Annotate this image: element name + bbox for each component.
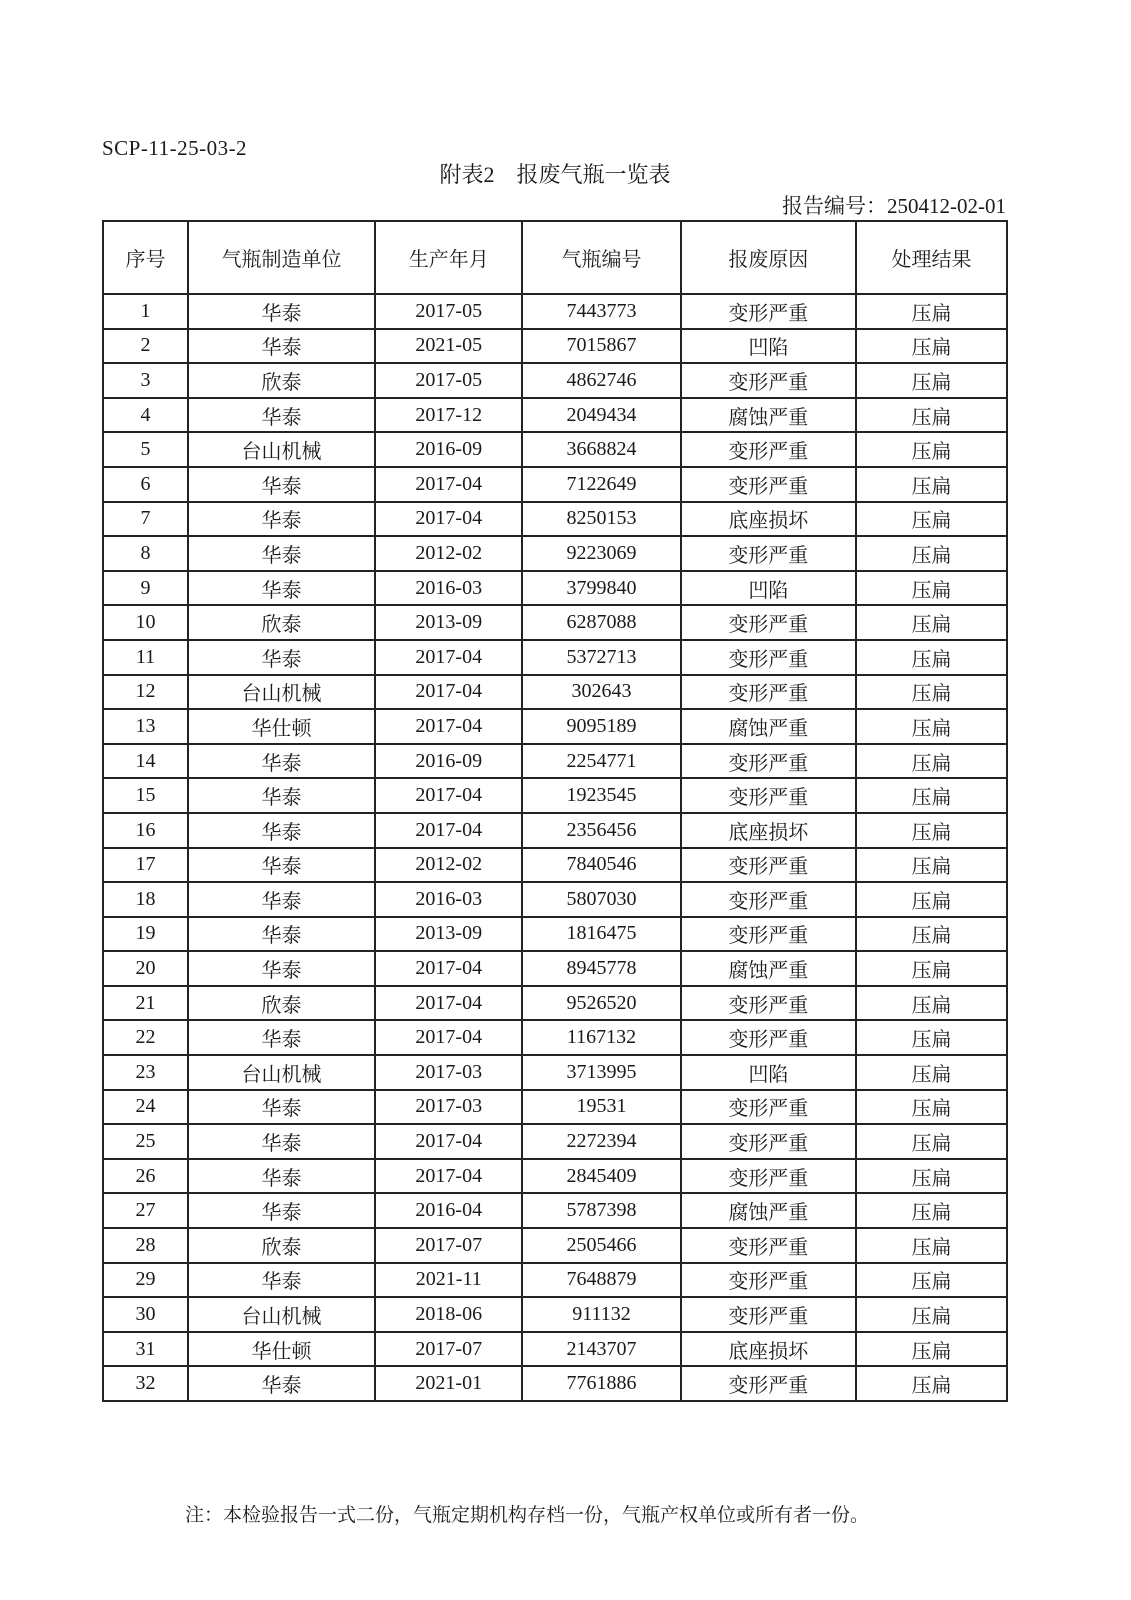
cell-serial-number: 5	[103, 432, 188, 467]
table-row	[103, 848, 1007, 883]
cell-disposal-result: 压扁	[856, 363, 1007, 398]
table-row	[103, 605, 1007, 640]
cell-production-date: 2017-04	[375, 640, 522, 675]
cell-cylinder-number: 19531	[522, 1090, 680, 1125]
cell-production-date: 2017-04	[375, 986, 522, 1021]
table-row	[103, 1159, 1007, 1194]
cell-serial-number: 4	[103, 398, 188, 433]
cell-disposal-result: 压扁	[856, 1193, 1007, 1228]
cell-scrap-reason: 变形严重	[681, 848, 856, 883]
cell-cylinder-number: 7015867	[522, 329, 680, 364]
cell-disposal-result: 压扁	[856, 951, 1007, 986]
cell-manufacturer: 华泰	[188, 467, 375, 502]
cell-production-date: 2017-07	[375, 1332, 522, 1367]
cell-scrap-reason: 底座损坏	[681, 1332, 856, 1367]
cell-serial-number: 29	[103, 1263, 188, 1298]
cell-disposal-result: 压扁	[856, 1020, 1007, 1055]
scrapped-cylinders-table	[102, 220, 1008, 1402]
cell-serial-number: 30	[103, 1297, 188, 1332]
page-title: 附表2 报废气瓶一览表	[439, 162, 671, 187]
cell-serial-number: 7	[103, 502, 188, 537]
cell-cylinder-number: 2272394	[522, 1124, 680, 1159]
header-scrap-reason: 报废原因	[681, 221, 856, 294]
cell-serial-number: 10	[103, 605, 188, 640]
cell-production-date: 2017-04	[375, 709, 522, 744]
table-row	[103, 294, 1007, 329]
cell-cylinder-number: 9223069	[522, 536, 680, 571]
table-row	[103, 398, 1007, 433]
table-header-row	[103, 221, 1007, 294]
cell-manufacturer: 华泰	[188, 571, 375, 606]
table-row	[103, 536, 1007, 571]
cell-disposal-result: 压扁	[856, 536, 1007, 571]
table-row	[103, 1020, 1007, 1055]
cell-scrap-reason: 变形严重	[681, 778, 856, 813]
cell-serial-number: 1	[103, 294, 188, 329]
table-row	[103, 1366, 1007, 1401]
cell-cylinder-number: 3799840	[522, 571, 680, 606]
cell-scrap-reason: 腐蚀严重	[681, 709, 856, 744]
cell-production-date: 2013-09	[375, 605, 522, 640]
cell-cylinder-number: 1167132	[522, 1020, 680, 1055]
cell-scrap-reason: 变形严重	[681, 640, 856, 675]
cell-cylinder-number: 9095189	[522, 709, 680, 744]
cell-manufacturer: 华仕顿	[188, 1332, 375, 1367]
cell-cylinder-number: 8945778	[522, 951, 680, 986]
table-row	[103, 1124, 1007, 1159]
cell-cylinder-number: 5372713	[522, 640, 680, 675]
cell-serial-number: 23	[103, 1055, 188, 1090]
cell-production-date: 2017-03	[375, 1055, 522, 1090]
cell-disposal-result: 压扁	[856, 571, 1007, 606]
cell-disposal-result: 压扁	[856, 917, 1007, 952]
cell-disposal-result: 压扁	[856, 502, 1007, 537]
cell-serial-number: 21	[103, 986, 188, 1021]
cell-cylinder-number: 3713995	[522, 1055, 680, 1090]
cell-manufacturer: 华泰	[188, 951, 375, 986]
cell-disposal-result: 压扁	[856, 848, 1007, 883]
cell-scrap-reason: 腐蚀严重	[681, 1193, 856, 1228]
cell-disposal-result: 压扁	[856, 1297, 1007, 1332]
cell-serial-number: 3	[103, 363, 188, 398]
cell-production-date: 2013-09	[375, 917, 522, 952]
cell-production-date: 2017-04	[375, 1124, 522, 1159]
cell-cylinder-number: 302643	[522, 675, 680, 710]
header-production-date: 生产年月	[375, 221, 522, 294]
cell-production-date: 2016-04	[375, 1193, 522, 1228]
cell-cylinder-number: 911132	[522, 1297, 680, 1332]
cell-scrap-reason: 变形严重	[681, 986, 856, 1021]
doc-code: SCP-11-25-03-2	[102, 136, 248, 160]
cell-cylinder-number: 7761886	[522, 1366, 680, 1401]
cell-cylinder-number: 5807030	[522, 882, 680, 917]
cell-cylinder-number: 6287088	[522, 605, 680, 640]
cell-scrap-reason: 凹陷	[681, 1055, 856, 1090]
cell-serial-number: 14	[103, 744, 188, 779]
cell-scrap-reason: 腐蚀严重	[681, 398, 856, 433]
table-row	[103, 571, 1007, 606]
cell-scrap-reason: 变形严重	[681, 1090, 856, 1125]
cell-production-date: 2012-02	[375, 536, 522, 571]
cell-scrap-reason: 变形严重	[681, 882, 856, 917]
cell-serial-number: 24	[103, 1090, 188, 1125]
cell-cylinder-number: 7648879	[522, 1263, 680, 1298]
cell-cylinder-number: 2143707	[522, 1332, 680, 1367]
cell-serial-number: 20	[103, 951, 188, 986]
table-row	[103, 1055, 1007, 1090]
cell-manufacturer: 华泰	[188, 329, 375, 364]
cell-manufacturer: 华泰	[188, 294, 375, 329]
cell-manufacturer: 欣泰	[188, 605, 375, 640]
cell-production-date: 2021-11	[375, 1263, 522, 1298]
table-row	[103, 1193, 1007, 1228]
cell-production-date: 2021-05	[375, 329, 522, 364]
cell-manufacturer: 华泰	[188, 778, 375, 813]
cell-manufacturer: 华泰	[188, 640, 375, 675]
cell-disposal-result: 压扁	[856, 1228, 1007, 1263]
table-row	[103, 467, 1007, 502]
cell-disposal-result: 压扁	[856, 813, 1007, 848]
table-row	[103, 778, 1007, 813]
cell-cylinder-number: 1923545	[522, 778, 680, 813]
cell-disposal-result: 压扁	[856, 1055, 1007, 1090]
header-manufacturer: 气瓶制造单位	[188, 221, 375, 294]
report-number-value: 250412-02-01	[887, 194, 1006, 218]
cell-manufacturer: 台山机械	[188, 432, 375, 467]
cell-disposal-result: 压扁	[856, 467, 1007, 502]
cell-production-date: 2017-04	[375, 778, 522, 813]
cell-cylinder-number: 8250153	[522, 502, 680, 537]
cell-cylinder-number: 5787398	[522, 1193, 680, 1228]
table-body	[103, 294, 1007, 1401]
table-row	[103, 744, 1007, 779]
cell-production-date: 2017-04	[375, 951, 522, 986]
cell-manufacturer: 华泰	[188, 1020, 375, 1055]
cell-scrap-reason: 变形严重	[681, 917, 856, 952]
cell-disposal-result: 压扁	[856, 744, 1007, 779]
report-number-label: 报告编号：	[782, 194, 887, 218]
cell-scrap-reason: 变形严重	[681, 432, 856, 467]
cell-production-date: 2017-04	[375, 675, 522, 710]
cell-cylinder-number: 2845409	[522, 1159, 680, 1194]
cell-manufacturer: 华泰	[188, 917, 375, 952]
cell-serial-number: 15	[103, 778, 188, 813]
cell-manufacturer: 华泰	[188, 1159, 375, 1194]
cell-scrap-reason: 底座损坏	[681, 502, 856, 537]
report-number-line	[102, 194, 1008, 218]
cell-cylinder-number: 2505466	[522, 1228, 680, 1263]
cell-scrap-reason: 变形严重	[681, 605, 856, 640]
cell-manufacturer: 台山机械	[188, 1297, 375, 1332]
cell-serial-number: 22	[103, 1020, 188, 1055]
cell-cylinder-number: 2049434	[522, 398, 680, 433]
cell-serial-number: 25	[103, 1124, 188, 1159]
cell-production-date: 2016-09	[375, 744, 522, 779]
footer-note: 注：本检验报告一式二份，气瓶定期机构存档一份，气瓶产权单位或所有者一份。	[185, 1505, 870, 1526]
cell-cylinder-number: 7443773	[522, 294, 680, 329]
document-content	[102, 0, 1008, 1528]
table-row	[103, 363, 1007, 398]
table-row	[103, 675, 1007, 710]
cell-disposal-result: 压扁	[856, 1332, 1007, 1367]
cell-manufacturer: 华泰	[188, 536, 375, 571]
cell-scrap-reason: 变形严重	[681, 294, 856, 329]
cell-disposal-result: 压扁	[856, 675, 1007, 710]
cell-scrap-reason: 变形严重	[681, 1263, 856, 1298]
cell-disposal-result: 压扁	[856, 778, 1007, 813]
table-row	[103, 1297, 1007, 1332]
cell-scrap-reason: 变形严重	[681, 1124, 856, 1159]
cell-cylinder-number: 4862746	[522, 363, 680, 398]
cell-disposal-result: 压扁	[856, 1090, 1007, 1125]
cell-production-date: 2017-04	[375, 1020, 522, 1055]
cell-disposal-result: 压扁	[856, 1366, 1007, 1401]
cell-scrap-reason: 变形严重	[681, 1020, 856, 1055]
header-serial-number: 序号	[103, 221, 188, 294]
cell-disposal-result: 压扁	[856, 640, 1007, 675]
table-row	[103, 1263, 1007, 1298]
cell-manufacturer: 华泰	[188, 398, 375, 433]
cell-manufacturer: 华泰	[188, 813, 375, 848]
cell-production-date: 2017-05	[375, 294, 522, 329]
cell-serial-number: 26	[103, 1159, 188, 1194]
table-row	[103, 951, 1007, 986]
cell-cylinder-number: 7840546	[522, 848, 680, 883]
cell-disposal-result: 压扁	[856, 398, 1007, 433]
cell-manufacturer: 华泰	[188, 1366, 375, 1401]
cell-cylinder-number: 9526520	[522, 986, 680, 1021]
cell-serial-number: 2	[103, 329, 188, 364]
cell-manufacturer: 华泰	[188, 1090, 375, 1125]
cell-scrap-reason: 凹陷	[681, 571, 856, 606]
cell-cylinder-number: 2254771	[522, 744, 680, 779]
cell-manufacturer: 华泰	[188, 1124, 375, 1159]
cell-production-date: 2021-01	[375, 1366, 522, 1401]
cell-serial-number: 28	[103, 1228, 188, 1263]
cell-disposal-result: 压扁	[856, 432, 1007, 467]
header-disposal-result: 处理结果	[856, 221, 1007, 294]
cell-production-date: 2017-04	[375, 813, 522, 848]
cell-disposal-result: 压扁	[856, 605, 1007, 640]
cell-disposal-result: 压扁	[856, 709, 1007, 744]
cell-disposal-result: 压扁	[856, 882, 1007, 917]
cell-manufacturer: 欣泰	[188, 1228, 375, 1263]
table-row	[103, 640, 1007, 675]
cell-manufacturer: 华泰	[188, 1263, 375, 1298]
cell-production-date: 2017-05	[375, 363, 522, 398]
cell-serial-number: 17	[103, 848, 188, 883]
table-row	[103, 502, 1007, 537]
cell-manufacturer: 欣泰	[188, 363, 375, 398]
cell-serial-number: 31	[103, 1332, 188, 1367]
cell-production-date: 2018-06	[375, 1297, 522, 1332]
cell-manufacturer: 华泰	[188, 744, 375, 779]
table-row	[103, 1332, 1007, 1367]
cell-disposal-result: 压扁	[856, 329, 1007, 364]
cell-serial-number: 27	[103, 1193, 188, 1228]
cell-disposal-result: 压扁	[856, 1263, 1007, 1298]
cell-scrap-reason: 变形严重	[681, 536, 856, 571]
cell-scrap-reason: 变形严重	[681, 675, 856, 710]
cell-production-date: 2017-03	[375, 1090, 522, 1125]
table-row	[103, 329, 1007, 364]
cell-cylinder-number: 3668824	[522, 432, 680, 467]
cell-manufacturer: 华泰	[188, 502, 375, 537]
cell-cylinder-number: 2356456	[522, 813, 680, 848]
cell-production-date: 2012-02	[375, 848, 522, 883]
cell-serial-number: 12	[103, 675, 188, 710]
table-row	[103, 882, 1007, 917]
cell-serial-number: 9	[103, 571, 188, 606]
table-row	[103, 813, 1007, 848]
cell-production-date: 2016-09	[375, 432, 522, 467]
cell-production-date: 2017-04	[375, 467, 522, 502]
cell-scrap-reason: 变形严重	[681, 1159, 856, 1194]
cell-manufacturer: 华泰	[188, 882, 375, 917]
cell-production-date: 2017-04	[375, 1159, 522, 1194]
cell-scrap-reason: 变形严重	[681, 1366, 856, 1401]
cell-disposal-result: 压扁	[856, 1159, 1007, 1194]
cell-production-date: 2016-03	[375, 882, 522, 917]
cell-disposal-result: 压扁	[856, 294, 1007, 329]
cell-serial-number: 19	[103, 917, 188, 952]
cell-scrap-reason: 变形严重	[681, 744, 856, 779]
cell-scrap-reason: 底座损坏	[681, 813, 856, 848]
table-row	[103, 432, 1007, 467]
cell-production-date: 2017-04	[375, 502, 522, 537]
table-row	[103, 986, 1007, 1021]
cell-scrap-reason: 变形严重	[681, 1297, 856, 1332]
table-row	[103, 709, 1007, 744]
cell-disposal-result: 压扁	[856, 986, 1007, 1021]
cell-production-date: 2016-03	[375, 571, 522, 606]
cell-scrap-reason: 凹陷	[681, 329, 856, 364]
cell-cylinder-number: 7122649	[522, 467, 680, 502]
cell-production-date: 2017-07	[375, 1228, 522, 1263]
cell-scrap-reason: 变形严重	[681, 467, 856, 502]
table-row	[103, 1228, 1007, 1263]
table-row	[103, 1090, 1007, 1125]
cell-manufacturer: 华仕顿	[188, 709, 375, 744]
cell-manufacturer: 华泰	[188, 848, 375, 883]
cell-serial-number: 13	[103, 709, 188, 744]
cell-manufacturer: 台山机械	[188, 1055, 375, 1090]
cell-manufacturer: 欣泰	[188, 986, 375, 1021]
cell-manufacturer: 华泰	[188, 1193, 375, 1228]
cell-cylinder-number: 1816475	[522, 917, 680, 952]
cell-production-date: 2017-12	[375, 398, 522, 433]
cell-serial-number: 18	[103, 882, 188, 917]
cell-scrap-reason: 变形严重	[681, 1228, 856, 1263]
cell-serial-number: 16	[103, 813, 188, 848]
cell-manufacturer: 台山机械	[188, 675, 375, 710]
cell-serial-number: 8	[103, 536, 188, 571]
cell-serial-number: 6	[103, 467, 188, 502]
cell-serial-number: 32	[103, 1366, 188, 1401]
table-row	[103, 917, 1007, 952]
cell-scrap-reason: 腐蚀严重	[681, 951, 856, 986]
cell-serial-number: 11	[103, 640, 188, 675]
cell-scrap-reason: 变形严重	[681, 363, 856, 398]
cell-disposal-result: 压扁	[856, 1124, 1007, 1159]
header-cylinder-number: 气瓶编号	[522, 221, 680, 294]
